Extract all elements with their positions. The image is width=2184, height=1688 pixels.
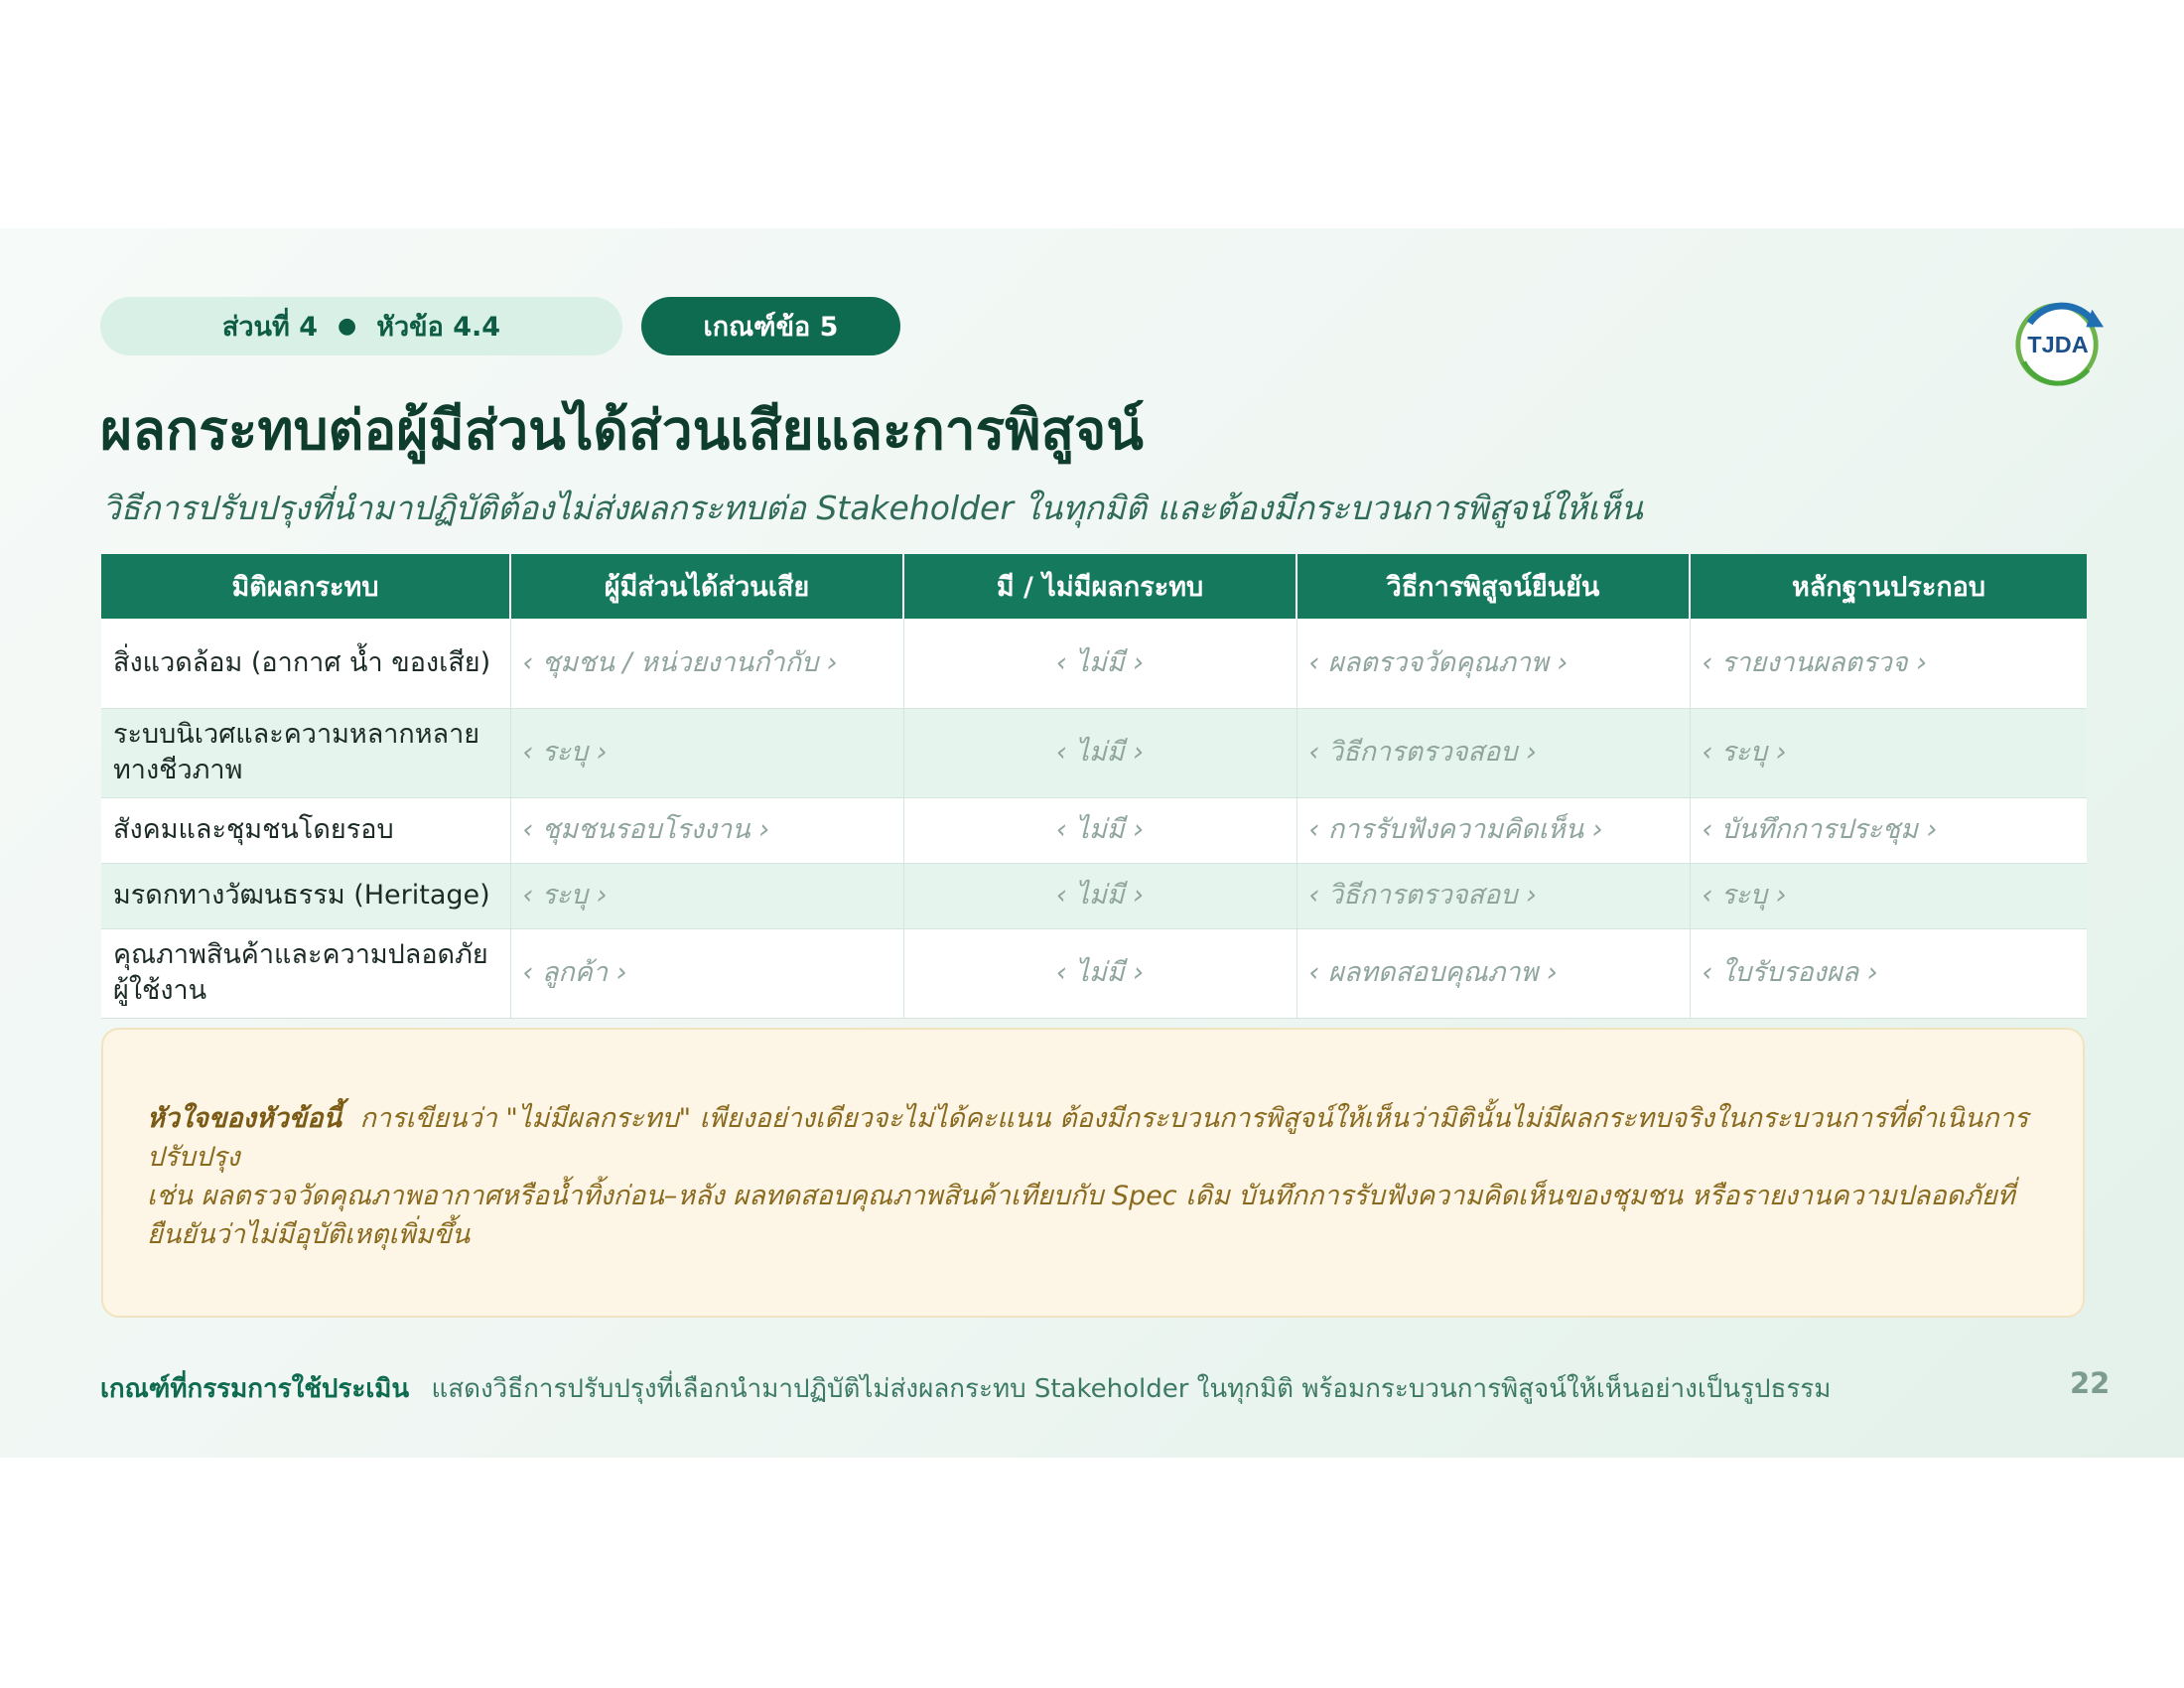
stakeholder-cell: ‹ ชุมชนรอบโรงงาน › bbox=[510, 797, 903, 863]
dimension-cell: มรดกทางวัฒนธรรม (Heritage) bbox=[101, 863, 510, 928]
impact-cell: ‹ ไม่มี › bbox=[903, 619, 1297, 708]
table-row bbox=[101, 619, 2087, 708]
note-heading: หัวใจของหัวข้อนี้ bbox=[147, 1103, 341, 1134]
evidence-cell: ‹ รายงานผลตรวจ › bbox=[1690, 619, 2087, 708]
table-row bbox=[101, 863, 2087, 928]
dimension-cell: สังคมและชุมชนโดยรอบ bbox=[101, 797, 510, 863]
stakeholder-cell: ‹ ชุมชน / หน่วยงานกำกับ › bbox=[510, 619, 903, 708]
footer-text: แสดงวิธีการปรับปรุงที่เลือกนำมาปฏิบัติไม่ส่งผลกระทบ Stakeholder ในทุกมิติ พร้อมกระบวนการพิสูจน์ให้เห็นอย่างเป็นรูปธรรม bbox=[431, 1374, 1832, 1404]
section-chip bbox=[100, 297, 622, 355]
impact-cell: ‹ ไม่มี › bbox=[903, 708, 1297, 797]
evidence-cell: ‹ บันทึกการประชุม › bbox=[1690, 797, 2087, 863]
dimension-cell: ระบบนิเวศและความหลากหลายทางชีวภาพ bbox=[101, 708, 510, 797]
column-header: วิธีการพิสูจน์ยืนยัน bbox=[1297, 554, 1690, 619]
evidence-cell: ‹ ใบรับรองผล › bbox=[1690, 928, 2087, 1018]
method-cell: ‹ วิธีการตรวจสอบ › bbox=[1297, 863, 1690, 928]
page-title: ผลกระทบต่อผู้มีส่วนได้ส่วนเสียและการพิสูจน์ bbox=[100, 398, 1144, 462]
evidence-cell: ‹ ระบุ › bbox=[1690, 708, 2087, 797]
method-cell: ‹ ผลตรวจวัดคุณภาพ › bbox=[1297, 619, 1690, 708]
impact-table bbox=[101, 554, 2087, 1019]
method-cell: ‹ การรับฟังความคิดเห็น › bbox=[1297, 797, 1690, 863]
bullet-separator: ● bbox=[338, 314, 357, 339]
stakeholder-cell: ‹ ลูกค้า › bbox=[510, 928, 903, 1018]
impact-cell: ‹ ไม่มี › bbox=[903, 928, 1297, 1018]
column-header: มี / ไม่มีผลกระทบ bbox=[903, 554, 1297, 619]
impact-cell: ‹ ไม่มี › bbox=[903, 797, 1297, 863]
note-text-2: เช่น ผลตรวจวัดคุณภาพอากาศหรือน้ำทิ้งก่อน–หลัง ผลทดสอบคุณภาพสินค้าเทียบกับ Spec เดิม บันทึกการรับฟังความคิดเห็นของชุมชน หรือรายงานความปลอดภัยที่ยืนยันว่าไม่มีอุบัติเหตุเพิ่มขึ้น bbox=[147, 1181, 2015, 1250]
footer bbox=[100, 1368, 1831, 1409]
method-cell: ‹ วิธีการตรวจสอบ › bbox=[1297, 708, 1690, 797]
logo-text: TJDA bbox=[2027, 331, 2089, 357]
key-point-note bbox=[101, 1028, 2085, 1318]
dimension-cell: คุณภาพสินค้าและความปลอดภัยผู้ใช้งาน bbox=[101, 928, 510, 1018]
table-header-row bbox=[101, 554, 2087, 619]
column-header: มิติผลกระทบ bbox=[101, 554, 510, 619]
table-row bbox=[101, 708, 2087, 797]
page-subtitle: วิธีการปรับปรุงที่นำมาปฏิบัติต้องไม่ส่งผลกระทบต่อ Stakeholder ในทุกมิติ และต้องมีกระบวนการพิสูจน์ให้เห็น bbox=[102, 489, 1643, 527]
dimension-cell: สิ่งแวดล้อม (อากาศ น้ำ ของเสีย) bbox=[101, 619, 510, 708]
stakeholder-cell: ‹ ระบุ › bbox=[510, 708, 903, 797]
page-number: 22 bbox=[2070, 1366, 2111, 1400]
stakeholder-cell: ‹ ระบุ › bbox=[510, 863, 903, 928]
tjda-logo bbox=[2010, 294, 2108, 391]
method-cell: ‹ ผลทดสอบคุณภาพ › bbox=[1297, 928, 1690, 1018]
impact-cell: ‹ ไม่มี › bbox=[903, 863, 1297, 928]
note-line-1 bbox=[147, 1099, 2043, 1177]
topic-label: หัวข้อ 4.4 bbox=[376, 312, 501, 343]
section-label: ส่วนที่ 4 bbox=[221, 312, 318, 343]
column-header: ผู้มีส่วนได้ส่วนเสีย bbox=[510, 554, 903, 619]
evidence-cell: ‹ ระบุ › bbox=[1690, 863, 2087, 928]
column-header: หลักฐานประกอบ bbox=[1690, 554, 2087, 619]
table-row bbox=[101, 797, 2087, 863]
table-row bbox=[101, 928, 2087, 1018]
criterion-chip bbox=[641, 297, 900, 355]
note-text-1: การเขียนว่า "ไม่มีผลกระทบ" เพียงอย่างเดียวจะไม่ได้คะแนน ต้องมีกระบวนการพิสูจน์ให้เห็นว่ามิตินั้นไม่มีผลกระทบจริงในกระบวนการที่ดำเนินการปรับปรุง bbox=[147, 1103, 2029, 1173]
slide bbox=[0, 228, 2184, 1458]
criterion-label: เกณฑ์ข้อ 5 bbox=[703, 312, 839, 343]
footer-label: เกณฑ์ที่กรรมการใช้ประเมิน bbox=[100, 1374, 410, 1404]
